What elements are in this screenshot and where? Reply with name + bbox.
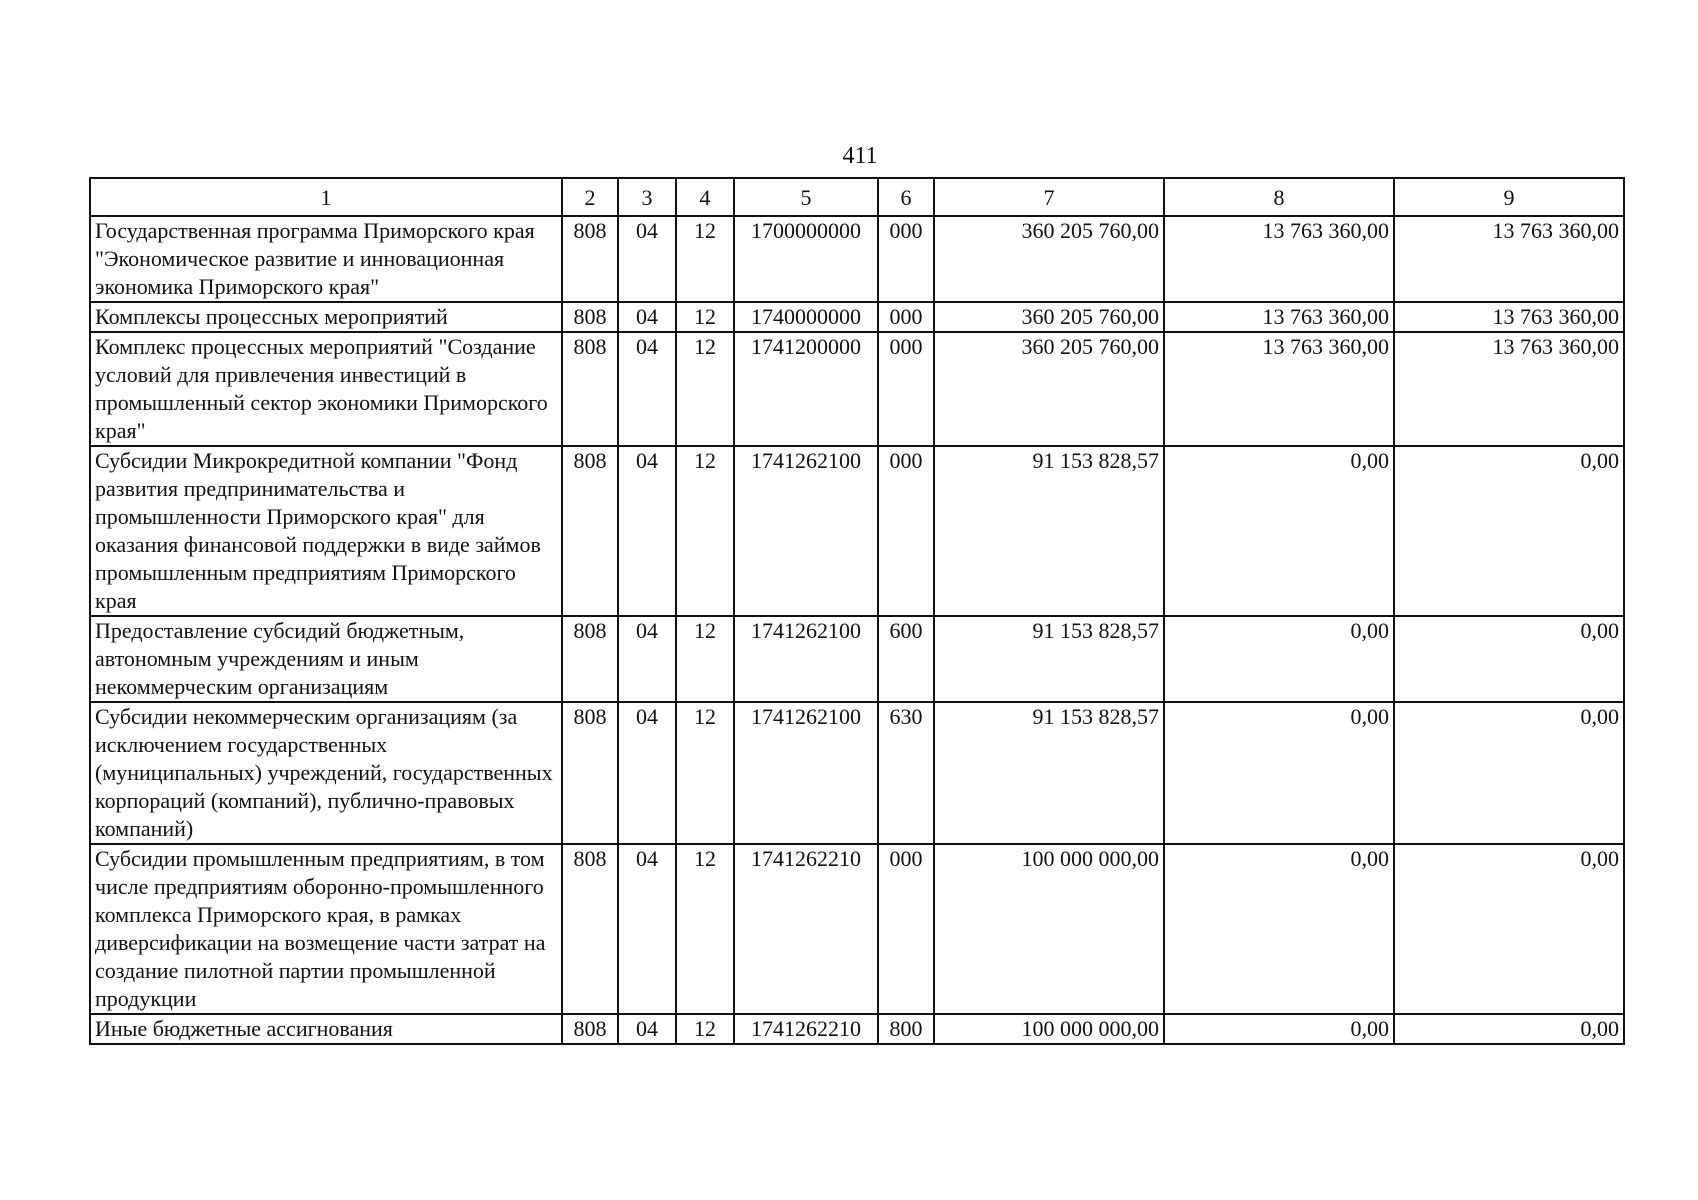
row-name: Субсидии некоммерческим организациям (за исключением государственных (муниципальных) учреждений, государственных корпораций (компаний), публично-правовых компаний) [90,702,562,844]
header-cell-9: 9 [1394,178,1624,216]
table-row [90,844,1624,1014]
row-code-6: 000 [878,216,934,302]
row-amount-9: 13 763 360,00 [1394,332,1624,446]
table-row [90,216,1624,302]
row-code-2: 808 [562,1014,618,1044]
row-amount-9: 0,00 [1394,844,1624,1014]
row-name: Субсидии промышленным предприятиям, в том числе предприятиям оборонно-промышленного комплекса Приморского края, в рамках диверсификации на возмещение части затрат на создание пилотной партии промышленной продукции [90,844,562,1014]
row-code-4: 12 [676,616,734,702]
header-cell-3: 3 [618,178,676,216]
row-code-4: 12 [676,702,734,844]
row-code-3: 04 [618,702,676,844]
row-amount-8: 13 763 360,00 [1164,216,1394,302]
header-row [90,178,1624,216]
row-code-3: 04 [618,332,676,446]
row-amount-9: 0,00 [1394,616,1624,702]
budget-table [89,177,1625,1045]
row-code-3: 04 [618,446,676,616]
row-amount-7: 360 205 760,00 [934,332,1164,446]
table-row [90,446,1624,616]
row-amount-9: 0,00 [1394,446,1624,616]
table-row [90,616,1624,702]
row-amount-8: 0,00 [1164,844,1394,1014]
row-code-3: 04 [618,616,676,702]
row-amount-7: 360 205 760,00 [934,302,1164,332]
table-row [90,1014,1624,1044]
row-amount-8: 13 763 360,00 [1164,332,1394,446]
row-code-6: 000 [878,844,934,1014]
row-code-2: 808 [562,216,618,302]
header-cell-2: 2 [562,178,618,216]
row-amount-7: 91 153 828,57 [934,446,1164,616]
row-code-2: 808 [562,702,618,844]
row-amount-7: 360 205 760,00 [934,216,1164,302]
row-code-4: 12 [676,844,734,1014]
row-code-2: 808 [562,844,618,1014]
row-amount-8: 13 763 360,00 [1164,302,1394,332]
row-code-4: 12 [676,446,734,616]
row-code-2: 808 [562,332,618,446]
row-code-2: 808 [562,446,618,616]
row-amount-9: 13 763 360,00 [1394,302,1624,332]
row-amount-8: 0,00 [1164,702,1394,844]
row-code-5: 1740000000 [734,302,878,332]
row-code-5: 1700000000 [734,216,878,302]
row-amount-8: 0,00 [1164,1014,1394,1044]
row-amount-7: 100 000 000,00 [934,1014,1164,1044]
row-code-5: 1741200000 [734,332,878,446]
row-amount-9: 0,00 [1394,702,1624,844]
table-row [90,702,1624,844]
row-amount-9: 0,00 [1394,1014,1624,1044]
row-amount-7: 91 153 828,57 [934,702,1164,844]
row-amount-9: 13 763 360,00 [1394,216,1624,302]
row-code-6: 600 [878,616,934,702]
row-code-3: 04 [618,216,676,302]
header-cell-4: 4 [676,178,734,216]
row-code-4: 12 [676,302,734,332]
row-amount-8: 0,00 [1164,616,1394,702]
row-code-4: 12 [676,216,734,302]
table-row [90,302,1624,332]
row-code-4: 12 [676,332,734,446]
row-name: Комплексы процессных мероприятий [90,302,562,332]
row-code-5: 1741262100 [734,616,878,702]
row-amount-8: 0,00 [1164,446,1394,616]
header-cell-5: 5 [734,178,878,216]
row-code-2: 808 [562,302,618,332]
row-code-3: 04 [618,844,676,1014]
header-cell-6: 6 [878,178,934,216]
header-cell-1: 1 [90,178,562,216]
row-code-3: 04 [618,1014,676,1044]
table-row [90,332,1624,446]
row-name: Иные бюджетные ассигнования [90,1014,562,1044]
row-code-3: 04 [618,302,676,332]
page-number: 411 [842,143,878,169]
row-code-6: 630 [878,702,934,844]
row-code-4: 12 [676,1014,734,1044]
row-amount-7: 91 153 828,57 [934,616,1164,702]
header-cell-8: 8 [1164,178,1394,216]
row-name: Государственная программа Приморского края "Экономическое развитие и инновационная экономика Приморского края" [90,216,562,302]
row-name: Субсидии Микрокредитной компании "Фонд развития предпринимательства и промышленности Приморского края" для оказания финансовой поддержки в виде займов промышленным предприятиям Приморского края [90,446,562,616]
row-code-6: 000 [878,302,934,332]
row-name: Предоставление субсидий бюджетным, автономным учреждениям и иным некоммерческим организациям [90,616,562,702]
row-code-6: 000 [878,332,934,446]
row-code-2: 808 [562,616,618,702]
row-code-5: 1741262210 [734,844,878,1014]
row-amount-7: 100 000 000,00 [934,844,1164,1014]
row-code-5: 1741262100 [734,446,878,616]
row-code-6: 000 [878,446,934,616]
header-cell-7: 7 [934,178,1164,216]
row-code-5: 1741262100 [734,702,878,844]
row-code-5: 1741262210 [734,1014,878,1044]
row-code-6: 800 [878,1014,934,1044]
row-name: Комплекс процессных мероприятий "Создание условий для привлечения инвестиций в промышленный сектор экономики Приморского края" [90,332,562,446]
